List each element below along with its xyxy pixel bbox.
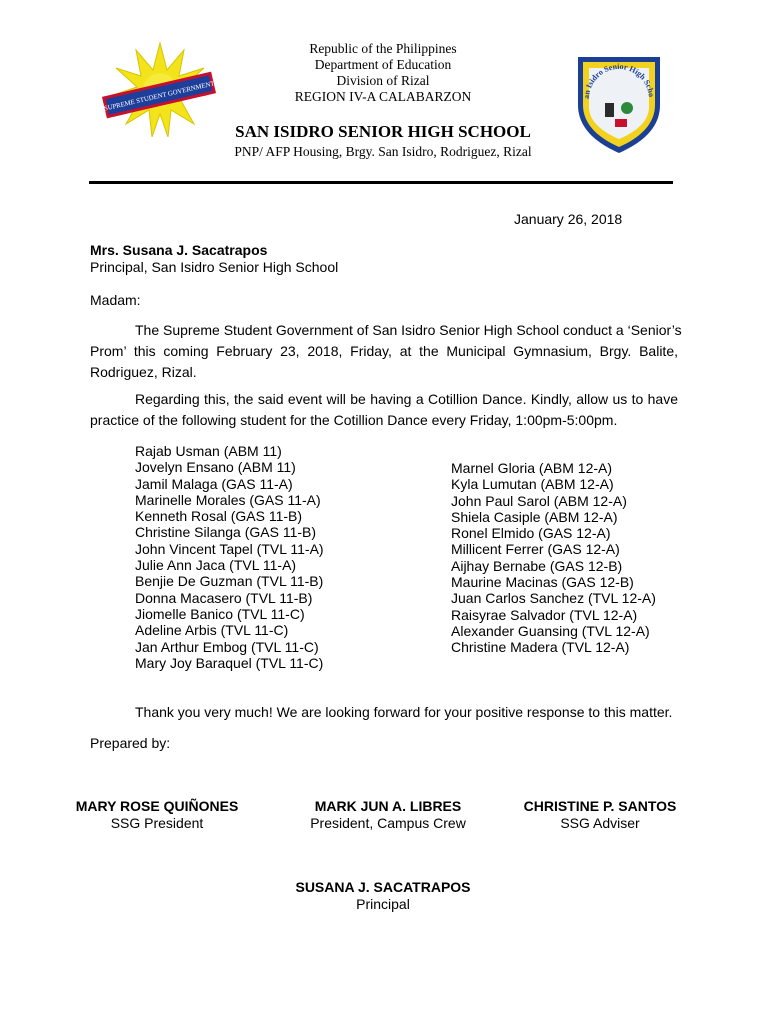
- student-list-item: Rajab Usman (ABM 11): [135, 443, 282, 459]
- signatory-ssg-president: [47, 798, 267, 832]
- paragraph-line: practice of the following student for the Cotillion Dance every Friday, 1:00pm-5:00pm.: [90, 412, 618, 428]
- signatory-name: SUSANA J. SACATRAPOS: [295, 879, 471, 895]
- student-list-item: Jovelyn Ensano (ABM 11): [135, 459, 296, 476]
- signatory-campus-crew: [278, 798, 498, 832]
- header-divider: [89, 181, 673, 184]
- government-header: [230, 41, 536, 105]
- student-list-item: Kenneth Rosal (GAS 11-B): [135, 508, 303, 525]
- student-list-item: Mary Joy Baraquel (TVL 11-C): [135, 654, 324, 671]
- signatory-ssg-adviser: [490, 798, 710, 832]
- letter-date: January 26, 2018: [514, 211, 623, 227]
- paragraph-line: The Supreme Student Government of San Isidro Senior High School conduct a ‘Senior’s: [135, 322, 682, 338]
- signatory-name: MARK JUN A. LIBRES: [314, 798, 462, 814]
- recipient-title: Principal, San Isidro Senior High School: [90, 259, 339, 275]
- student-list-item: Jan Arthur Embog (TVL 11-C): [135, 638, 319, 655]
- student-list-item: Benjie De Guzman (TVL 11-B): [135, 573, 324, 590]
- student-list-item: Millicent Ferrer (GAS 12-A): [451, 541, 620, 558]
- ssg-logo-text: SUPREME STUDENT GOVERNMENT: [103, 80, 216, 113]
- student-list-item: Adeline Arbis (TVL 11-C): [135, 622, 289, 639]
- student-list-item: Donna Macasero (TVL 11-B): [135, 589, 313, 606]
- student-list-item: Jiomelle Banico (TVL 11-C): [135, 605, 305, 622]
- paragraph-request: [90, 389, 678, 431]
- header-line: REGION IV-A CALABARZON: [294, 89, 472, 104]
- header-line: Department of Education: [314, 57, 452, 72]
- student-list-item: John Paul Sarol (ABM 12-A): [451, 492, 627, 509]
- school-logo: [575, 53, 663, 155]
- signatory-principal: [273, 879, 493, 913]
- header-line: Republic of the Philippines: [309, 41, 457, 56]
- student-list-item: Julie Ann Jaca (TVL 11-A): [135, 557, 297, 574]
- student-list-item: Alexander Guansing (TVL 12-A): [451, 622, 650, 639]
- school-logo-text: an Isidro Senior High Scho: [581, 61, 656, 100]
- paragraph-line: Regarding this, the said event will be having a Cotillion Dance. Kindly, allow us to have: [135, 391, 678, 407]
- closing-text: Thank you very much! We are looking forward for your positive response to this matter.: [135, 704, 673, 720]
- student-list-item: Ronel Elmido (GAS 12-A): [451, 525, 611, 542]
- ssg-logo: [100, 40, 218, 140]
- header-line: Division of Rizal: [336, 73, 430, 88]
- student-list-item: John Vincent Tapel (TVL 11-A): [135, 540, 324, 557]
- student-list-item: Aijhay Bernabe (GAS 12-B): [451, 557, 623, 574]
- student-list-item: Christine Madera (TVL 12-A): [451, 639, 630, 656]
- student-list-item: Juan Carlos Sanchez (TVL 12-A): [451, 590, 656, 607]
- student-list-item: Christine Silanga (GAS 11-B): [135, 524, 317, 541]
- signatory-title: President, Campus Crew: [310, 815, 466, 831]
- signatory-name: CHRISTINE P. SANTOS: [523, 798, 677, 814]
- student-list-item: Jamil Malaga (GAS 11-A): [135, 475, 293, 492]
- student-list-item: Marinelle Morales (GAS 11-A): [135, 491, 321, 508]
- student-list-item: Maurine Macinas (GAS 12-B): [451, 574, 634, 591]
- signatory-title: Principal: [356, 896, 410, 912]
- student-list-item: Kyla Lumutan (ABM 12-A): [451, 476, 614, 493]
- salutation: Madam:: [90, 292, 141, 308]
- signatory-title: SSG Adviser: [560, 815, 640, 831]
- paragraph-line: Rodriguez, Rizal.: [90, 364, 197, 380]
- prepared-by-label: Prepared by:: [90, 735, 171, 751]
- recipient-name: Mrs. Susana J. Sacatrapos: [90, 242, 268, 258]
- paragraph-line: Prom’ this coming February 23, 2018, Friday, at the Municipal Gymnasium, Brgy. Balite,: [90, 343, 678, 359]
- student-list-item: Marnel Gloria (ABM 12-A): [451, 460, 613, 476]
- school-name: SAN ISIDRO SENIOR HIGH SCHOOL: [235, 122, 531, 141]
- student-list-item: Raisyrae Salvador (TVL 12-A): [451, 606, 638, 623]
- school-address: PNP/ AFP Housing, Brgy. San Isidro, Rodriguez, Rizal: [234, 144, 532, 159]
- student-list-grade12: [451, 460, 656, 656]
- student-list-grade11: [135, 443, 324, 671]
- signatory-title: SSG President: [110, 815, 204, 831]
- paragraph-prom: [90, 320, 682, 383]
- student-list-item: Shiela Casiple (ABM 12-A): [451, 508, 618, 525]
- signatory-name: MARY ROSE QUIÑONES: [75, 798, 239, 814]
